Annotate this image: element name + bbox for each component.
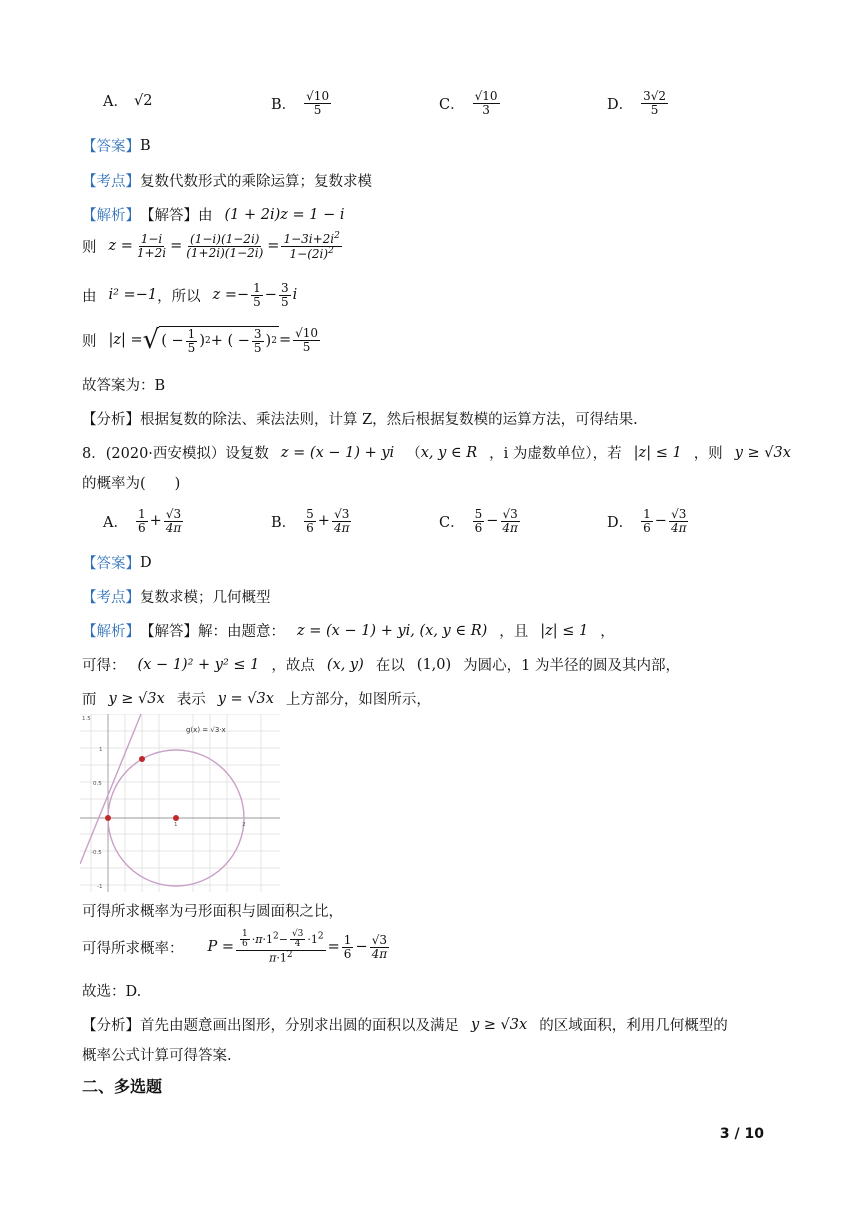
q8-fenxi: 【分析】 首先由题意画出图形，分别求出圆的面积以及满足 y ≥ √3x 的区域面积，利用几何概型的 (82, 1016, 728, 1034)
q8-stem-line2: 的概率为( ) (82, 476, 181, 492)
q7-option-b: B． $\frac{√10}{5}$ (271, 89, 330, 117)
q7-conclusion: 故答案为：B (82, 378, 166, 394)
q7-option-a: A． √2 (103, 92, 153, 110)
q7-modulus-step: 则 |z| = √ ( − $\frac{1}{5}$ ) 2 + ( − $\frac{3}{5}$ ) 2 = $\frac{√10}{5}$ (82, 325, 319, 356)
q8-jiexi: 【解析】 【解答】解：由题意： z = (x − 1) + yi, (x, y ∈ R) ，且 |z| ≤ 1 ， (82, 622, 615, 640)
q7-division-step: 则 z = $\frac{1-i}{1+2i}$ = $\frac{(1-i)(1-2i)}{(1+2i)(1-2i)}$ = $\frac{1-3i+2i^2}{1-(2i)^2}$ (82, 231, 340, 261)
y-tick-1: 1 (99, 747, 103, 753)
q8-option-c: C． $\frac{5}{6}$ − $\frac{√3}{4\pi}$ (439, 507, 518, 535)
q8-option-a: A． $\frac{1}{6}$ + $\frac{√3}{4\pi}$ (103, 507, 182, 535)
q7-option-c: C． $\frac{√10}{3}$ (439, 89, 498, 117)
q8-line-desc: 而 y ≥ √3x 表示 y = √3x 上方部分，如图所示， (82, 690, 431, 708)
section-heading: 二、多选题 (82, 1077, 163, 1096)
y-tick-0.5: 0.5 (93, 781, 102, 787)
q7-fenxi: 【分析】 根据复数的除法、乘法法则，计算 Z，然后根据复数模的运算方法，可得结果. (82, 412, 638, 428)
x-tick-1: 1 (174, 822, 178, 828)
q8-circle-line: 可得： (x − 1)² + y² ≤ 1 ，故点 (x, y) 在以 (1,0) 为圆心，1 为半径的圆及其内部， (82, 656, 680, 674)
q8-conclusion: 故选：D. (82, 984, 142, 1000)
q8-kaodian: 【考点】 复数求模；几何概型 (82, 590, 271, 606)
q8-stem: 8． (2020·西安模拟）设复数 z = (x − 1) + yi （ x, y ∈ R ，i 为虚数单位），若 |z| ≤ 1 ，则 y ≥ √3x (82, 444, 791, 462)
q7-jiexi: 【解析】 【解答】由 (1 + 2i)z = 1 − i (82, 206, 345, 224)
center-point (173, 815, 179, 821)
q8-answer: 【答案】 D (82, 554, 152, 572)
intersection-point (139, 756, 145, 762)
q8-ratio-text: 可得所求概率为弓形面积与圆面积之比， (82, 904, 343, 920)
page-number: 3 / 10 (719, 1126, 764, 1142)
y-tick-1.5: 1.5 (82, 716, 91, 722)
q8-prob-formula: 可得所求概率： P = $\frac{1}{6}$ $\cdot\pi\cdot 1^2-$ $\frac{√3}{4}$ $\cdot 1^2$ $\pi\cdot 1^2$ = $\frac{1}{6}$ − $\frac{√3}{4\pi}$ (82, 929, 388, 965)
y-tick-neg1: -1 (97, 884, 103, 890)
q7-kaodian: 【考点】 复数代数形式的乘除运算；复数求模 (82, 174, 372, 190)
x-tick-2: 2 (242, 822, 246, 828)
q8-option-b: B． $\frac{5}{6}$ + $\frac{√3}{4\pi}$ (271, 507, 350, 535)
q8-fenxi-line2: 概率公式计算可得答案. (82, 1048, 232, 1064)
y-tick-neg0.5: -0.5 (91, 850, 102, 856)
q7-i-squared: 由 i² =−1 ，所以 z =− $\frac{1}{5}$ − $\frac{3}{5}$ i (82, 281, 298, 309)
function-label: g(x) = √3·x (186, 726, 226, 734)
q8-option-d: D． $\frac{1}{6}$ − $\frac{√3}{4\pi}$ (607, 507, 687, 535)
q7-answer: 【答案】 B (82, 137, 151, 155)
circle-line-graph (80, 714, 280, 892)
q7-option-d: D． $\frac{3√2}{5}$ (607, 89, 667, 117)
origin-point (105, 815, 111, 821)
